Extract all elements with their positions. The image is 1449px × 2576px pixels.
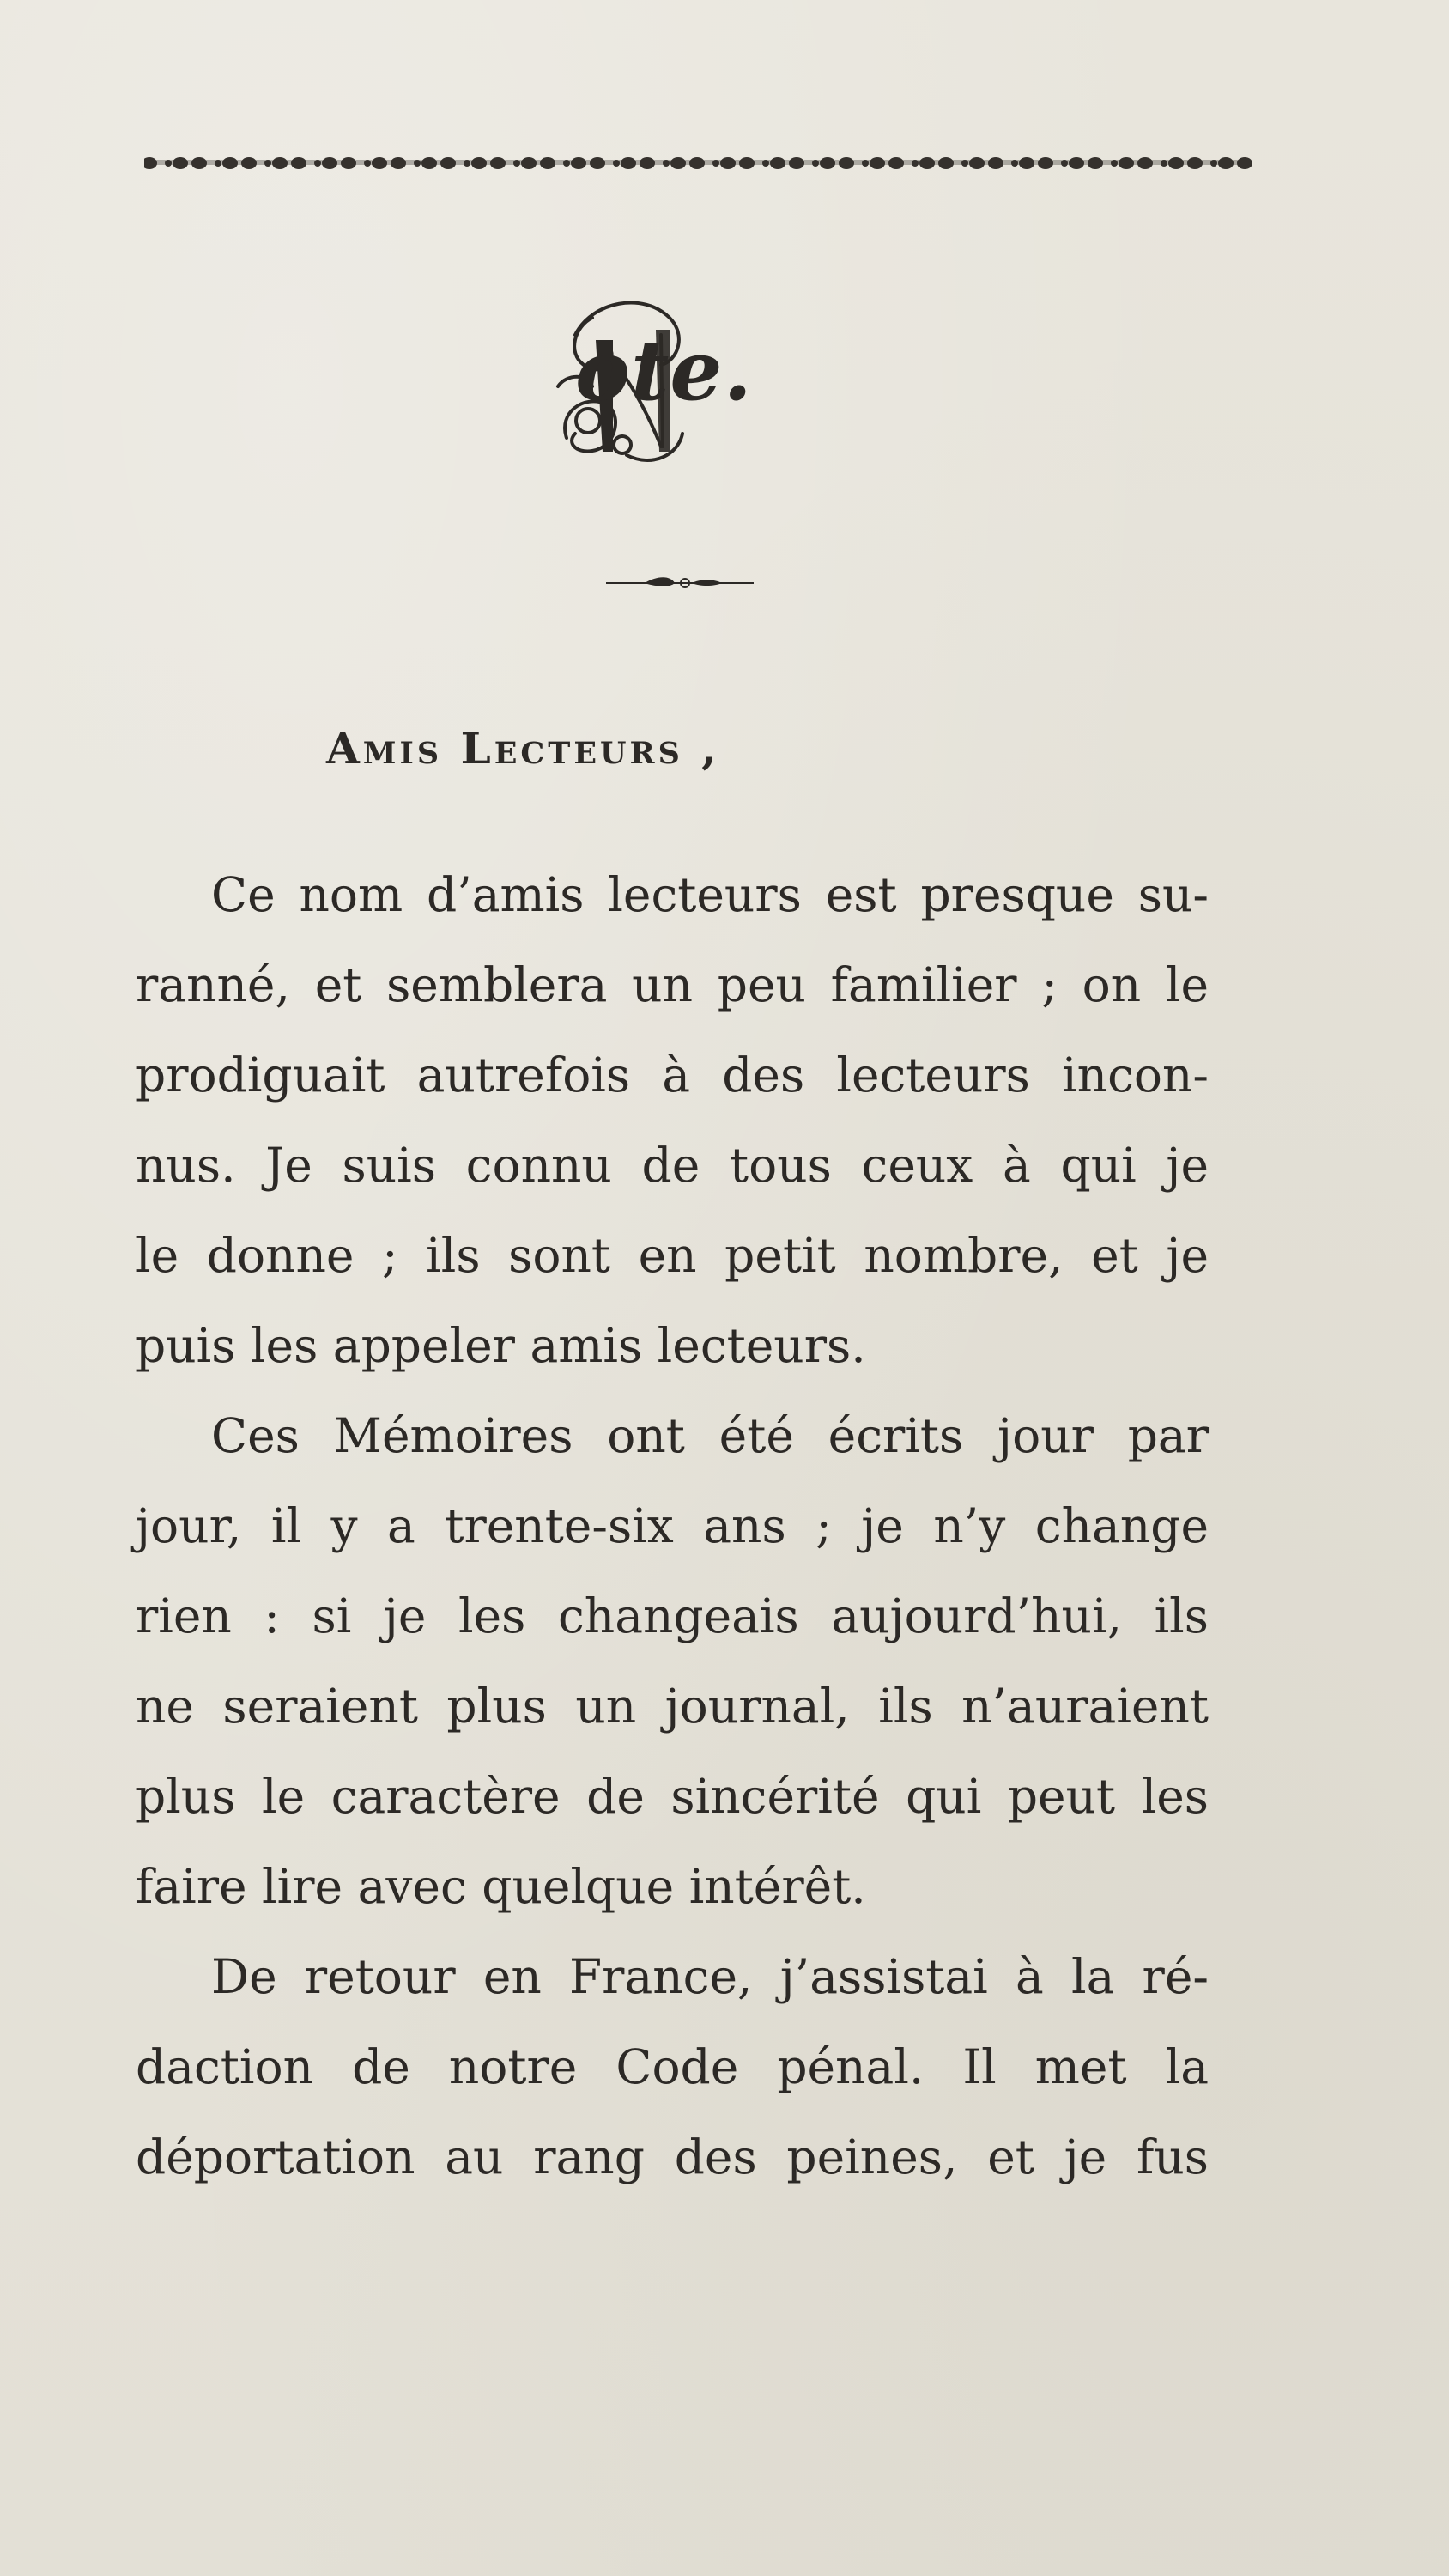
ornament-bead <box>613 160 620 167</box>
ornament-bead <box>938 157 954 169</box>
ornament-bead <box>720 157 736 169</box>
ornament-bead <box>1011 160 1018 167</box>
ornament-bead <box>789 157 804 169</box>
ornament-bead <box>969 157 985 169</box>
text-line: ne seraient plus un journal, ils n’auraient <box>136 1679 1209 1734</box>
ornament-bead <box>912 160 919 167</box>
ornament-bead <box>762 160 769 167</box>
ornament-bead <box>571 157 586 169</box>
ornament-bead <box>1218 157 1234 169</box>
text-line: daction de notre Code pénal. Il met la <box>136 2039 1209 2094</box>
ornament-bead <box>689 157 705 169</box>
ornament-bead <box>870 157 885 169</box>
text-line: rien : si je les changeais aujourd’hui, ils <box>136 1589 1209 1643</box>
ornament-bead <box>1119 157 1134 169</box>
ornament-bead <box>820 157 835 169</box>
text-line: faire lire avec quelque intérêt. <box>136 1859 866 1914</box>
text-line: Ce nom d’amis lecteurs est presque su- <box>211 867 1209 922</box>
ornament-bead <box>314 160 321 167</box>
ornament-bead <box>414 160 421 167</box>
ornament-bead <box>471 157 487 169</box>
text-line: le donne ; ils sont en petit nombre, et je <box>136 1228 1209 1283</box>
ornament-bead <box>862 160 869 167</box>
text-line: prodiguait autrefois à des lecteurs incon- <box>136 1048 1209 1103</box>
heading-title: ote. <box>575 322 753 419</box>
ornament-bead <box>191 157 207 169</box>
ornament-bead <box>490 157 506 169</box>
body-text <box>136 850 1209 2202</box>
ornament-bead <box>391 157 406 169</box>
ornament-bead <box>1168 157 1184 169</box>
ornament-bead <box>173 157 188 169</box>
ornament-bead <box>1137 157 1153 169</box>
ornament-bead <box>464 160 470 167</box>
ornament-bead <box>421 157 437 169</box>
ornament-bead <box>1161 160 1167 167</box>
ornament-bead <box>1038 157 1053 169</box>
ornament-bead <box>663 160 670 167</box>
ornament-bead <box>372 157 387 169</box>
ornament-bead <box>165 160 172 167</box>
ornament-bead <box>812 160 819 167</box>
text-line: nus. Je suis connu de tous ceux à qui je <box>136 1138 1209 1193</box>
ornament-bead <box>670 157 686 169</box>
text-line: De retour en France, j’assistai à la ré- <box>211 1949 1209 2004</box>
ornament-bead <box>839 157 854 169</box>
text-line: Ces Mémoires ont été écrits jour par <box>211 1408 1209 1463</box>
ornament-bead <box>1210 160 1217 167</box>
salutation: Amis Lecteurs , <box>326 723 720 774</box>
ornament-bead <box>341 157 356 169</box>
ornament-bead <box>291 157 306 169</box>
ornament-bead <box>144 157 157 169</box>
ornament-bead <box>1088 157 1103 169</box>
ornament-bead <box>988 157 1003 169</box>
ornament-bead <box>322 157 337 169</box>
ornament-bead <box>222 157 238 169</box>
ornament-bead <box>272 157 288 169</box>
ornamental-band-icon <box>144 151 1252 175</box>
ornament-bead <box>440 157 456 169</box>
ornament-bead <box>364 160 371 167</box>
ornament-bead <box>770 157 785 169</box>
ornament-bead <box>264 160 271 167</box>
text-line: puis les appeler amis lecteurs. <box>136 1318 866 1373</box>
text-line: jour, il y a trente-six ans ; je n’y change <box>136 1498 1209 1553</box>
ornament-bead <box>739 157 755 169</box>
ornament-bead <box>1019 157 1034 169</box>
ornament-bead <box>1187 157 1203 169</box>
ornament-bead <box>621 157 636 169</box>
text-line: déportation au rang des peines, et je fus <box>136 2129 1209 2184</box>
ornament-bead <box>513 160 520 167</box>
ornament-bead <box>563 160 570 167</box>
ornament-bead <box>1111 160 1118 167</box>
ornament-bead <box>521 157 537 169</box>
ornament-bead <box>712 160 719 167</box>
text-line: ranné, et semblera un peu familier ; on le <box>136 957 1209 1012</box>
ornament-bead <box>1061 160 1068 167</box>
ornament-bead <box>540 157 555 169</box>
ornament-bead <box>215 160 221 167</box>
divider-rule-icon <box>606 574 754 591</box>
ornament-bead <box>590 157 605 169</box>
ornament-bead <box>241 157 257 169</box>
text-line: plus le caractère de sincérité qui peut les <box>136 1769 1209 1824</box>
ornament-bead <box>919 157 935 169</box>
ornament-bead <box>1069 157 1084 169</box>
ornament-bead <box>1237 157 1252 169</box>
ornament-bead <box>888 157 904 169</box>
ornament-bead <box>640 157 655 169</box>
ornament-bead <box>961 160 968 167</box>
